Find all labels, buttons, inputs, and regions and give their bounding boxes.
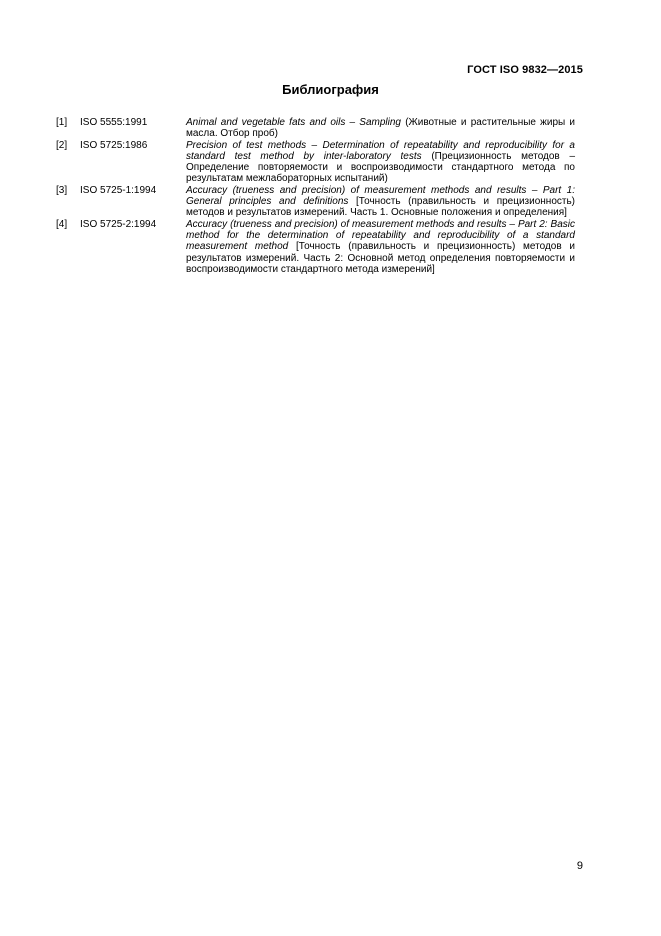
reference-description (186, 219, 575, 275)
reference-number: [1] (56, 117, 68, 128)
reference-title-en: Accuracy (trueness and precision) of measurement methods and results – Part 2: Basic method for the determination of repeatability and reproducibility of a standard measurement method (186, 218, 575, 253)
reference-title-en: Animal and vegetable fats and oils – Sampling (186, 117, 401, 128)
reference-number: [4] (56, 218, 68, 230)
reference-description (186, 185, 575, 219)
reference-number: [2] (56, 139, 68, 151)
reference-title-ru: (Животные и растительные жиры и масла. Отбор проб) (186, 117, 575, 140)
reference-title-en: Accuracy (trueness and precision) of measurement methods and results – Part 1: General principles and definitions (186, 184, 575, 208)
bibliography-entry (56, 219, 575, 275)
reference-number: [3] (56, 184, 68, 196)
reference-standard-code: ISO 5725-1:1994 (80, 184, 157, 196)
reference-title-ru: (Прецизионность методов – Определение повторяемости и воспроизводимости стандартного метода по результатам межлабораторных испытаний) (186, 150, 576, 185)
bibliography-entry (56, 140, 575, 185)
reference-description (186, 140, 575, 185)
reference-title-en: Precision of test methods – Determination of repeatability and reproducibility for a standard test method by inter-laboratory tests (186, 139, 575, 162)
reference-standard-code: ISO 5725-2:1994 (80, 218, 157, 230)
page-title: Библиография (282, 82, 379, 97)
bibliography-entry (56, 185, 575, 219)
bibliography-entry (56, 117, 575, 140)
reference-description (186, 117, 575, 140)
reference-standard-code: ISO 5555:1991 (80, 117, 148, 128)
document-code: ГОСТ ISO 9832—2015 (467, 64, 583, 76)
bibliography-list (56, 117, 575, 275)
page-number: 9 (576, 860, 583, 872)
reference-title-ru: [Точность (правильность и прецизионность) методов и результатов измерений. Часть 1. Основные положения и определения] (186, 196, 575, 219)
reference-title-ru: [Точность (правильность и прецизионность) методов и результатов измерений. Часть 2: Основной метод определения повторяемости и воспроизводимости стандартного метода измерений] (186, 241, 575, 275)
reference-standard-code: ISO 5725:1986 (80, 139, 148, 151)
